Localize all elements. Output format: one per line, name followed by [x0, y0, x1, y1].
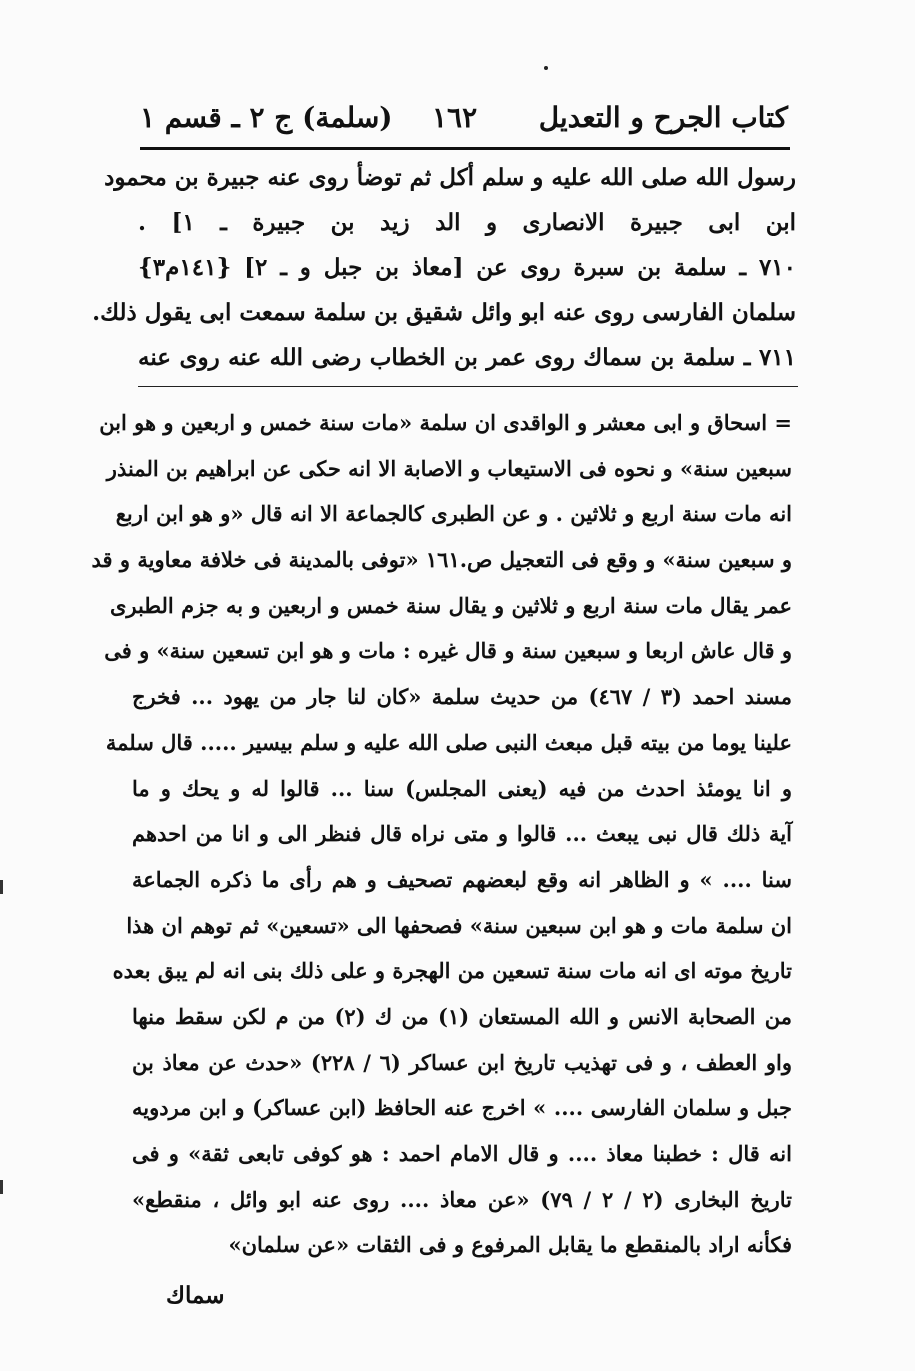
footnote-line: آية ذلك قال نبى يبعث ... قالوا و متى نراه قال فنظر الى و انا من احدهم [132, 821, 792, 847]
main-line: سلمان الفارسى روى عنه ابو وائل شقيق بن سلمة سمعت ابى يقول ذلك. [92, 299, 796, 326]
main-text [92, 155, 797, 380]
running-title: كتاب الجرح و التعديل [538, 101, 788, 134]
catchword: سماك [166, 1282, 225, 1309]
footnote-rule [138, 386, 798, 387]
footnote-line: جبل و سلمان الفارسى .... » اخرج عنه الحافظ (ابن عساكر) و ابن مردويه [132, 1095, 792, 1121]
main-line: ابن ابى جبيرة الانصارى و الد زيد بن جبيرة ـ ١] . [138, 209, 796, 236]
footnote-line: انه مات سنة اربع و ثلاثين . و عن الطبرى كالجماعة الا انه قال «و هو ابن اربع [115, 501, 792, 527]
footnote-line: واو العطف ، و فى تهذيب تاريخ ابن عساكر (٦ / ٢٢٨) «حدث عن معاذ بن [132, 1049, 793, 1075]
footnote-line: فكأنه اراد بالمنقطع ما يقابل المرفوع و فى الثقات «عن سلمان» [228, 1232, 792, 1258]
header-rule [140, 147, 790, 150]
ink-dot [544, 66, 548, 70]
footnote-line: و قال عاش اربعا و سبعين سنة و قال غيره : مات و هو ابن تسعين سنة» و فى [104, 638, 792, 664]
footnote-line: انه قال : خطبنا معاذ .... و قال الامام احمد : هو كوفى تابعى ثقة» و فى [132, 1141, 792, 1166]
footnote-line: و سبعين سنة» و وقع فى التعجيل ص.١٦١ «توفى بالمدينة فى خلافة معاوية و قد [91, 547, 792, 573]
footnote-line: و انا يومئذ احدث من فيه (يعنى المجلس) سنا ... قالوا له و يحك و ما [132, 775, 792, 801]
section-label: (سلمة) ج ٢ ـ قسم ١ [140, 101, 393, 134]
footnote-line: سنا .... » و الظاهر انه وقع لبعضهم تصحيف و هم رأى ما ذكره الجماعة [132, 866, 792, 892]
footnote-line: عمر يقال مات سنة اربع و ثلاثين و يقال سنة خمس و اربعين و به جزم الطبرى [109, 592, 792, 618]
footnote-line: من الصحابة الانس و الله المستعان (١) من ك (٢) من م لكن سقط منها [132, 1003, 792, 1029]
footnote-line: سبعين سنة» و نحوه فى الاستيعاب و الاصابة الا انه حكى عن ابراهيم بن المنذر [106, 455, 792, 481]
margin-mark [0, 1180, 3, 1194]
footnote-line: علينا يوما من بيته قبل مبعث النبى صلى الله عليه و سلم بيسير ..... قال سلمة [105, 729, 792, 755]
main-line: ٧١٠ ـ سلمة بن سبرة روى عن [معاذ بن جبل و ـ ٢] {١٤١م٣} [138, 254, 797, 281]
footnote-line: تاريخ البخارى (٢ / ٢ / ٧٩) «عن معاذ .... روى عنه ابو وائل ، منقطع» [132, 1186, 792, 1212]
footnotes [91, 400, 793, 1268]
page-number: ١٦٢ [432, 101, 478, 134]
page-header [140, 96, 788, 140]
footnote-line: ان سلمة مات و هو ابن سبعين سنة» فصحفها الى «تسعين» ثم توهم ان هذا [126, 912, 792, 938]
main-line: ٧١١ ـ سلمة بن سماك روى عمر بن الخطاب رضى الله عنه روى عنه [138, 344, 796, 371]
footnote-line: مسند احمد (٣ / ٤٦٧) من حديث سلمة «كان لنا جار من يهود ... فخرج [132, 684, 792, 710]
footnote-line: تاريخ موته اى انه مات سنة تسعين من الهجرة و على ذلك بنى انه لم يبق بعده [112, 958, 792, 984]
margin-mark [0, 880, 3, 894]
main-line: رسول الله صلى الله عليه و سلم أكل ثم توضأ روى عنه جبيرة بن محمود [104, 164, 796, 191]
footnote-line: = اسحاق و ابى معشر و الواقدى ان سلمة «مات سنة خمس و اربعين و هو ابن [99, 410, 792, 435]
